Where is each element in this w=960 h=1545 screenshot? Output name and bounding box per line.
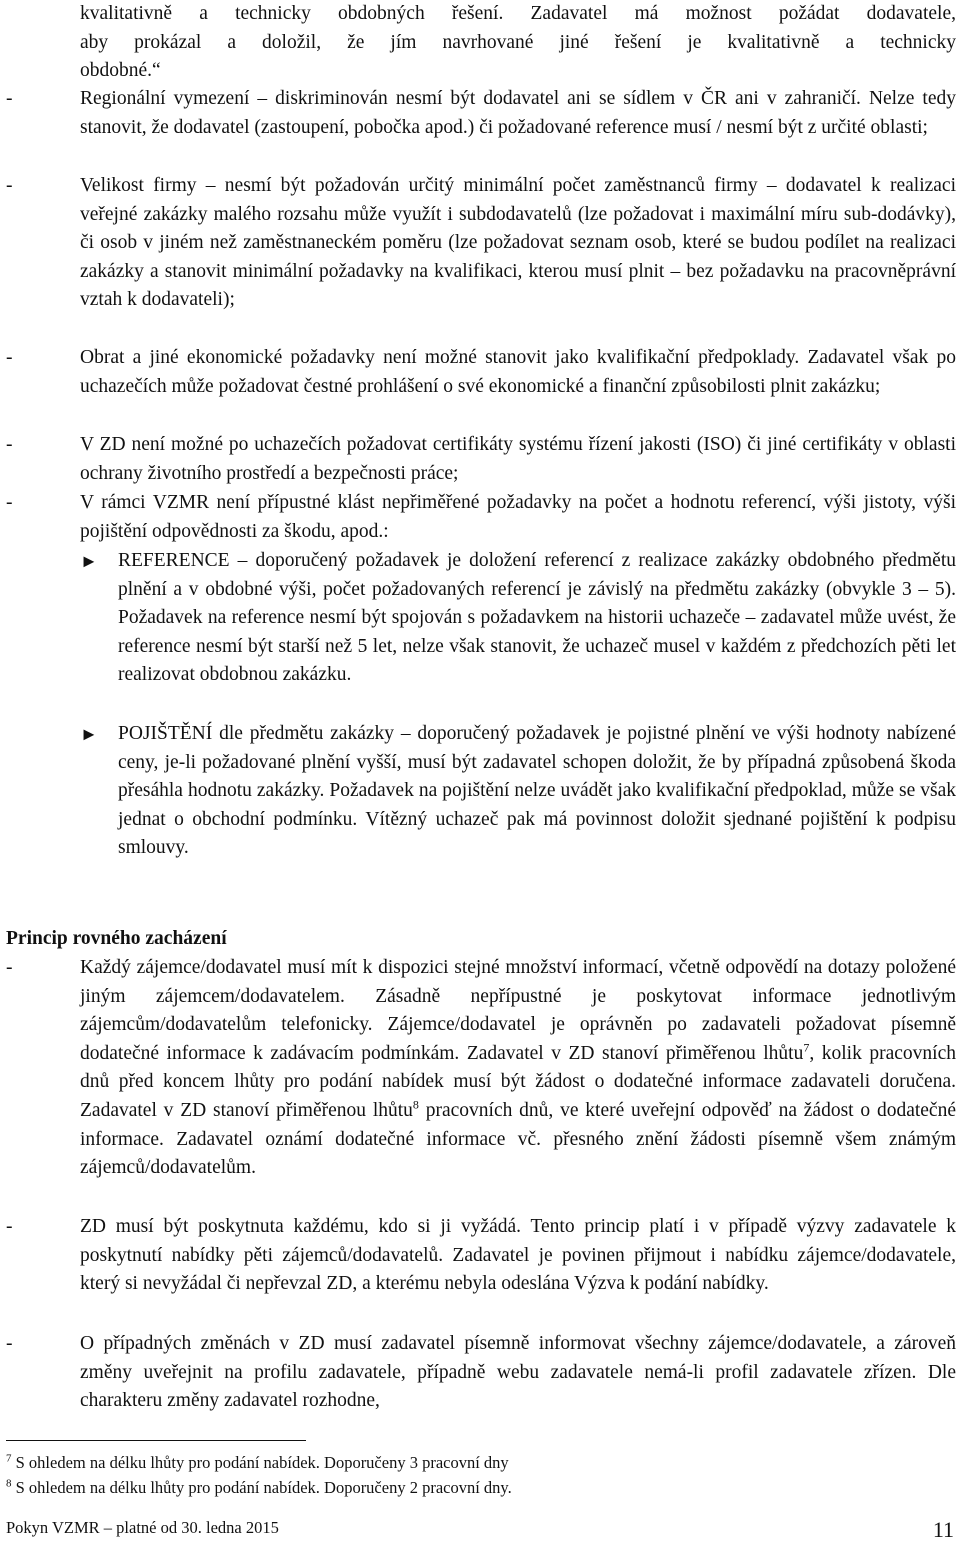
arrow-bullet-icon: ► xyxy=(80,551,98,571)
page-number: 11 xyxy=(932,1517,954,1542)
list-item-certificates: V ZD není možné po uchazečích požadovat certifikáty systému řízení jakosti (ISO) či jiné certifikáty v oblasti ochrany životního prostředí a bezpečnosti práce; xyxy=(80,434,956,484)
list-dash: - xyxy=(6,1216,13,1237)
list-dash: - xyxy=(6,1333,13,1354)
list-item-company-size: Velikost firmy – nesmí být požadován určitý minimální počet zaměstnanců firmy – dodavatel k realizaci veřejné zakázky malého rozsahu může využít i subdodavatelů (lze požadovat i maximální míru sub-dodávky), či osob v jiném než zaměstnaneckém poměru (lze požadovat seznam osob, které se budou podílet na realizaci zakázky a stanovit minimální požadavky na kvalifikaci, kterou musí plnit – bez požadavku na pracovněprávní vztah k dodavateli); xyxy=(80,175,956,311)
list-item-equal-information xyxy=(80,954,956,1183)
list-item-zd-changes: O případných změnách v ZD musí zadavatel písemně informovat všechny zájemce/dodavatele, a zároveň změny uveřejnit na profilu zadavatele, případně webu zadavatele nemá-li profil zadavatele zřízen. Dle charakteru změny zadavatel rozhodne, xyxy=(80,1333,956,1412)
list-dash: - xyxy=(6,175,13,196)
footnote-ref: 8 xyxy=(412,1097,419,1112)
footnote-separator xyxy=(6,1440,306,1441)
footnote-number: 7 xyxy=(6,1452,12,1465)
list-dash: - xyxy=(6,492,13,513)
sub-item-insurance: POJIŠTĚNÍ dle předmětu zakázky – doporučený požadavek je pojistné plnění ve výši hodnoty nabízené ceny, je-li požadované plnění vyšší, musí být zadavatel schopen doložit, že by případná způsobená škoda přesáhla hodnotu zakázky. Požadavek na pojištění nelze uvádět jako kvalifikační předpoklad, může se však jednat o obchodní podmínku. Vítězný uchazeč pak má povinnost doložit sjednané pojištění k podpisu smlouvy. xyxy=(118,723,956,859)
list-item-regional: Regionální vymezení – diskriminován nesmí být dodavatel ani se sídlem v ČR ani v zahraničí. Nelze tedy stanovit, že dodavatel (zastoupení, pobočka apod.) či požadované reference musí / nesmí být z určité oblasti; xyxy=(80,88,956,138)
list-dash: - xyxy=(6,347,13,368)
footnote-8 xyxy=(6,1477,512,1499)
page-footer-title: Pokyn VZMR – platné od 30. ledna 2015 xyxy=(6,1518,279,1537)
paragraph-text: pracovních dnů, ve které uveřejní odpověď na žádost o dodatečné informace. Zadavatel oznámí dodatečné informace vč. přesného znění žádosti písemně všem známým zájemců/dodavatelům. xyxy=(80,1099,956,1179)
list-item-vzmr: V rámci VZMR není přípustné klást nepřiměřené požadavky na počet a hodnotu referencí, výši jistoty, výši pojištění odpovědnosti za škodu, apod.: xyxy=(80,492,956,542)
list-item-turnover: Obrat a jiné ekonomické požadavky není možné stanovit jako kvalifikační předpoklady. Zadavatel však po uchazečích může požadovat čestné prohlášení o své ekonomické a finanční způsobilosti plnit zakázku; xyxy=(80,347,956,397)
footnote-7 xyxy=(6,1452,509,1474)
footnote-text: S ohledem na délku lhůty pro podání nabídek. Doporučeny 2 pracovní dny. xyxy=(11,1478,512,1497)
continuation-line: obdobné.“ xyxy=(80,60,161,82)
paragraph-text: Každý zájemce/dodavatel musí mít k dispozici stejné množství informací, včetně odpovědí na dotazy položené jiným zájemcem/dodavatelem. Zásadně nepřípustné je poskytovat informace jednotlivým zájemcům/dodavatelům telefonicky. Zájemce/dodavatel je oprávněn po zadavateli požadovat písemně dodatečné informace k zadávacím podmínkám. Zadavatel v ZD stanoví přiměřenou lhůtu xyxy=(80,957,956,1064)
list-dash: - xyxy=(6,88,13,109)
continuation-line: aby prokázal a doložil, že jím navrhované jiné řešení je kvalitativně a technicky xyxy=(80,31,956,53)
list-dash: - xyxy=(6,957,13,978)
continuation-line: kvalitativně a technicky obdobných řešení. Zadavatel má možnost požádat dodavatele, xyxy=(80,3,956,24)
sub-item-reference: REFERENCE – doporučený požadavek je doložení referencí z realizace zakázky obdobného předmětu plnění a v obdobné výši, počet požadovaných referencí je závislý na předmětu zakázky (obvykle 3 – 5). Požadavek na reference nesmí být spojován s požadavkem na historii uchazeče – zadavatel může uvést, že reference nesmí být starší než 5 let, nelze však stanovit, že uchazeč musel v každém z předchozích pěti let realizovat obdobnou zakázku. xyxy=(118,550,956,686)
list-dash: - xyxy=(6,434,13,455)
footnote-number: 8 xyxy=(6,1477,12,1490)
section-heading: Princip rovného zacházení xyxy=(6,928,227,949)
footnote-text: S ohledem na délku lhůty pro podání nabídek. Doporučeny 3 pracovní dny xyxy=(11,1453,509,1472)
paragraph-text: , kolik pracovních dnů před koncem lhůty pro podání nabídek musí být žádost o dodatečné informace zadavateli doručena. Zadavatel v ZD stanoví přiměřenou lhůtu xyxy=(80,1042,956,1121)
list-item-zd-availability: ZD musí být poskytnuta každému, kdo si ji vyžádá. Tento princip platí i v případě výzvy zadavatele k poskytnutí nabídky pěti zájemců/dodavatelů. Zadavatel je povinen přijmout i nabídku zájemce/dodavatele, který si nevyžádal či nepřevzal ZD, a kterému nebyla odeslána Výzva k podání nabídky. xyxy=(80,1216,956,1295)
continuation-paragraph xyxy=(80,0,956,86)
arrow-bullet-icon: ► xyxy=(80,724,98,744)
footnote-ref: 7 xyxy=(803,1040,810,1055)
